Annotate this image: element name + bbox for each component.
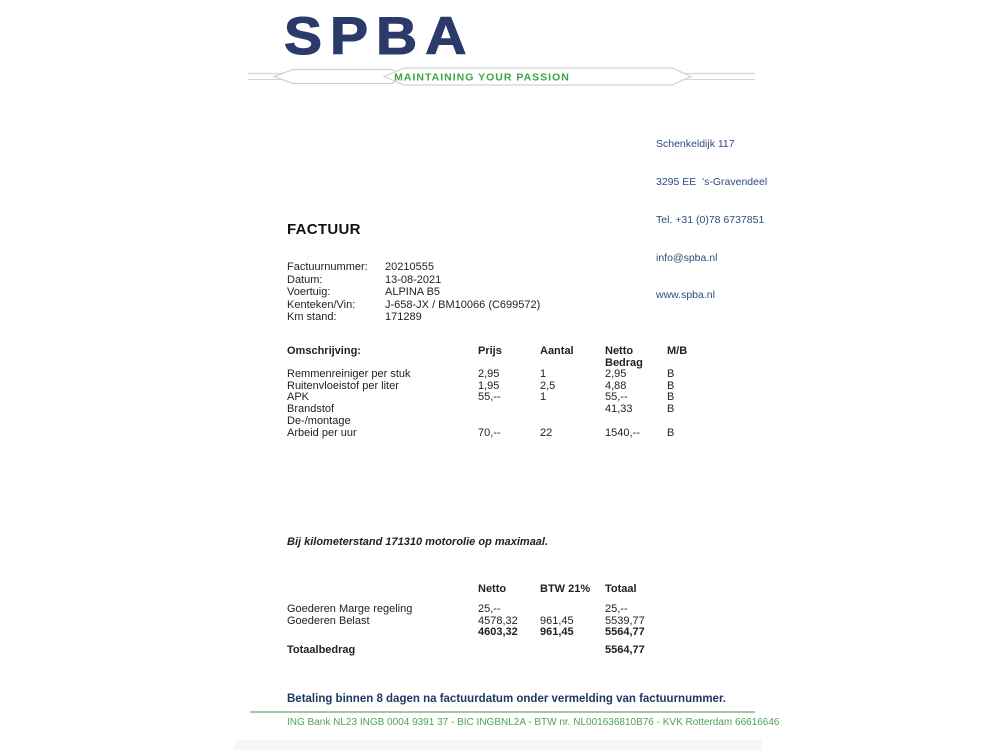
tagline-banner-graphic (248, 65, 755, 89)
cell-mb: B (667, 403, 675, 416)
items-rows (287, 369, 707, 439)
cell-net: 4,88 (605, 379, 627, 392)
cell-net: 55,-- (605, 391, 628, 404)
cell-label: Goederen Marge regeling (287, 603, 413, 615)
tagline-text: MAINTAINING YOUR PASSION (394, 71, 570, 84)
cell-price: 70,-- (478, 426, 501, 439)
bank-details: ING Bank NL23 INGB 0004 9391 37 - BIC INGBNL2A - BTW nr. NL001636810B76 - KVK Rotterdam 66616646 (287, 717, 780, 728)
cell-vat (540, 604, 605, 616)
contact-website: www.spba.nl (656, 289, 715, 302)
cell-net (605, 416, 667, 428)
cell-net: 41,33 (605, 403, 633, 416)
table-row (287, 428, 707, 440)
grand-total-label: Totaalbedrag (287, 644, 356, 656)
col-header-btw: BTW 21% (540, 583, 591, 595)
cell-price: 2,95 (478, 368, 500, 380)
meta-row-voertuig (287, 286, 540, 299)
col-header-net: Netto Bedrag (605, 345, 643, 369)
cell-description: APK (287, 391, 310, 404)
contact-phone: Tel. +31 (0)78 6737851 (656, 213, 765, 226)
meta-value: 171289 (385, 311, 422, 323)
cell-qty (540, 416, 605, 428)
contact-street: Schenkeldijk 117 (656, 138, 735, 151)
cell-qty (540, 404, 605, 416)
col-header-mb: M/B (667, 345, 688, 357)
cell-description: Arbeid per uur (287, 426, 357, 439)
cell-total: 5564,77 (605, 626, 645, 639)
totals-spacer (287, 583, 478, 595)
page-bottom-bar (235, 740, 762, 750)
contact-email: info@spba.nl (656, 251, 718, 264)
meta-row-datum (287, 274, 540, 287)
cell-mb: B (667, 426, 675, 439)
meta-row-kenteken (287, 299, 540, 312)
col-header-netto: Netto (478, 583, 507, 595)
meta-value: J-658-JX / BM10066 (C699572) (385, 298, 541, 311)
cell-net: 4603,32 (478, 626, 518, 639)
cell-mb: B (667, 379, 675, 392)
invoice-meta (287, 261, 540, 324)
cell-description: Ruitenvloeistof per liter (287, 379, 399, 392)
cell-vat: 961,45 (540, 626, 574, 639)
contact-city: 3295 EE 's-Gravendeel (656, 175, 768, 188)
meta-value: 13-08-2021 (385, 273, 442, 286)
cell-qty: 1 (540, 391, 547, 404)
table-row (287, 369, 707, 381)
cell-qty: 2,5 (540, 379, 556, 392)
cell-qty: 1 (540, 368, 547, 380)
table-row (287, 416, 707, 428)
invoice-title: FACTUUR (287, 221, 361, 238)
grand-total-row (287, 644, 707, 656)
grand-total-value: 5564,77 (605, 644, 645, 656)
cell-price (478, 404, 540, 416)
meta-label: Voertuig: (287, 286, 331, 298)
cell-net: 2,95 (605, 368, 627, 380)
col-header-totaal: Totaal (605, 583, 637, 595)
cell-mb (667, 416, 707, 428)
meta-label: Factuurnummer: (287, 261, 368, 273)
table-row (287, 392, 707, 404)
meta-value: 20210555 (385, 261, 434, 273)
col-header-qty: Aantal (540, 345, 574, 357)
cell-description: Brandstof (287, 403, 335, 416)
payment-terms: Betaling binnen 8 dagen na factuurdatum onder vermelding van factuurnummer. (287, 693, 726, 705)
cell-net: 1540,-- (605, 426, 640, 439)
col-header-description: Omschrijving: (287, 345, 361, 357)
cell-total: 25,-- (605, 603, 628, 615)
footer-divider (250, 711, 755, 713)
totals-row-marge (287, 604, 707, 616)
totals-row-sum (287, 627, 707, 639)
meta-row-kmstand (287, 311, 540, 324)
meta-row-factuurnummer (287, 261, 540, 274)
cell-price (478, 416, 540, 428)
items-header-row (287, 345, 707, 369)
odometer-note: Bij kilometerstand 171310 motorolie op maximaal. (287, 536, 549, 548)
cell-vat: 961,45 (540, 614, 574, 627)
cell-net: 25,-- (478, 603, 501, 615)
meta-label: Km stand: (287, 311, 337, 323)
cell-price: 1,95 (478, 379, 500, 392)
cell-mb: B (667, 368, 675, 380)
company-logo: SPBA (284, 6, 475, 66)
contact-block (656, 113, 767, 327)
cell-description: De-/montage (287, 414, 351, 427)
col-header-price: Prijs (478, 345, 502, 357)
cell-mb: B (667, 391, 675, 404)
cell-qty: 22 (540, 426, 553, 439)
totals-rows (287, 604, 707, 639)
cell-label: Goederen Belast (287, 614, 370, 627)
meta-label: Kenteken/Vin: (287, 298, 356, 311)
cell-net: 4578,32 (478, 614, 518, 627)
cell-price: 55,-- (478, 391, 501, 404)
cell-description: Remmenreiniger per stuk (287, 368, 411, 380)
meta-label: Datum: (287, 273, 323, 286)
totals-header-row (287, 583, 707, 595)
cell-total: 5539,77 (605, 614, 645, 627)
meta-value: ALPINA B5 (385, 286, 441, 298)
cell-label (287, 627, 478, 639)
